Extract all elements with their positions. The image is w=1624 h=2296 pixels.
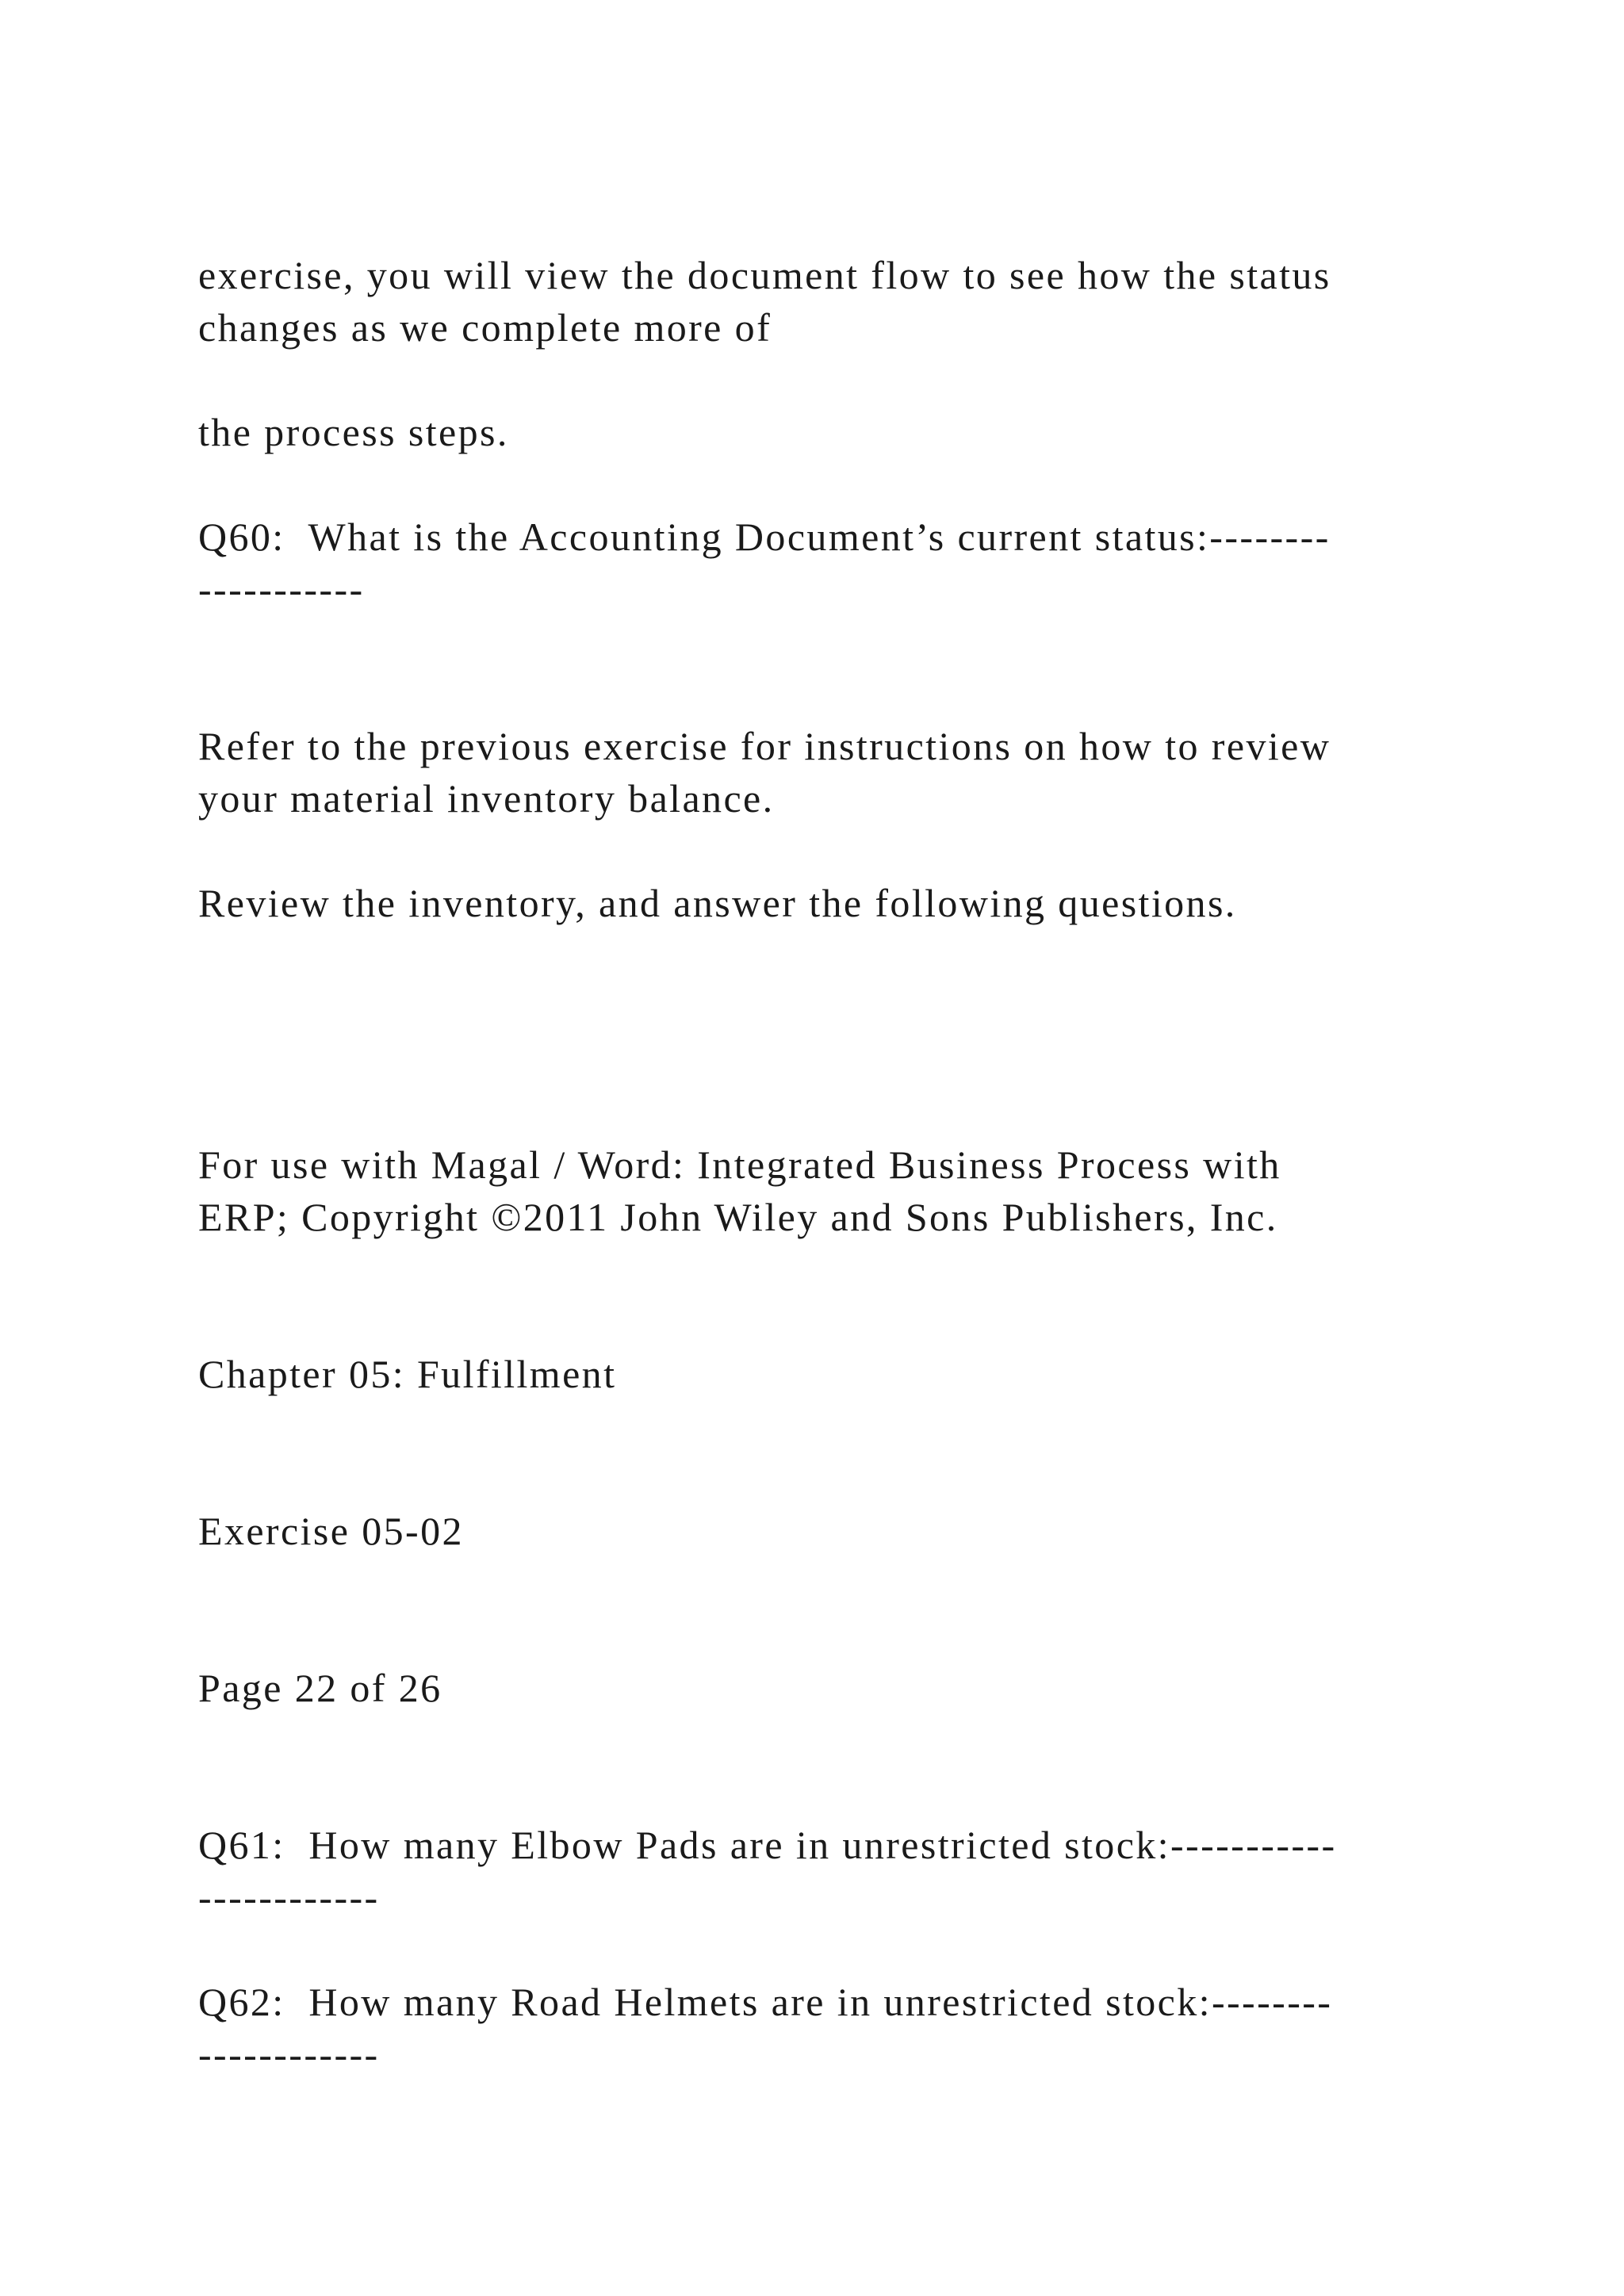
intro-text-line-1: exercise, you will view the document flow to see how the status [198,253,1331,297]
refer-text-line-2: your material inventory balance. [198,776,775,821]
question-q62-line-2: ------------ [198,2032,380,2076]
chapter-title: Chapter 05: Fulfillment [198,1352,617,1396]
question-q60-line-1: Q60: What is the Accounting Document’s current status:-------- [198,515,1331,559]
intro-text-line-3: the process steps. [198,410,509,454]
exercise-label: Exercise 05-02 [198,1509,464,1553]
copyright-line-2: ERP; Copyright ©2011 John Wiley and Sons Publishers, Inc. [198,1195,1278,1239]
page-number: Page 22 of 26 [198,1666,442,1710]
review-instruction: Review the inventory, and answer the following questions. [198,881,1237,925]
question-q61-line-2: ------------ [198,1875,380,1919]
question-q62-line-1: Q62: How many Road Helmets are in unrestricted stock:-------- [198,1980,1333,2024]
copyright-line-1: For use with Magal / Word: Integrated Business Process with [198,1142,1281,1187]
question-q60-line-2: ----------- [198,567,365,611]
question-q61-line-1: Q61: How many Elbow Pads are in unrestricted stock:----------- [198,1823,1337,1867]
refer-text-line-1: Refer to the previous exercise for instructions on how to review [198,724,1331,768]
intro-text-line-2: changes as we complete more of [198,305,772,350]
